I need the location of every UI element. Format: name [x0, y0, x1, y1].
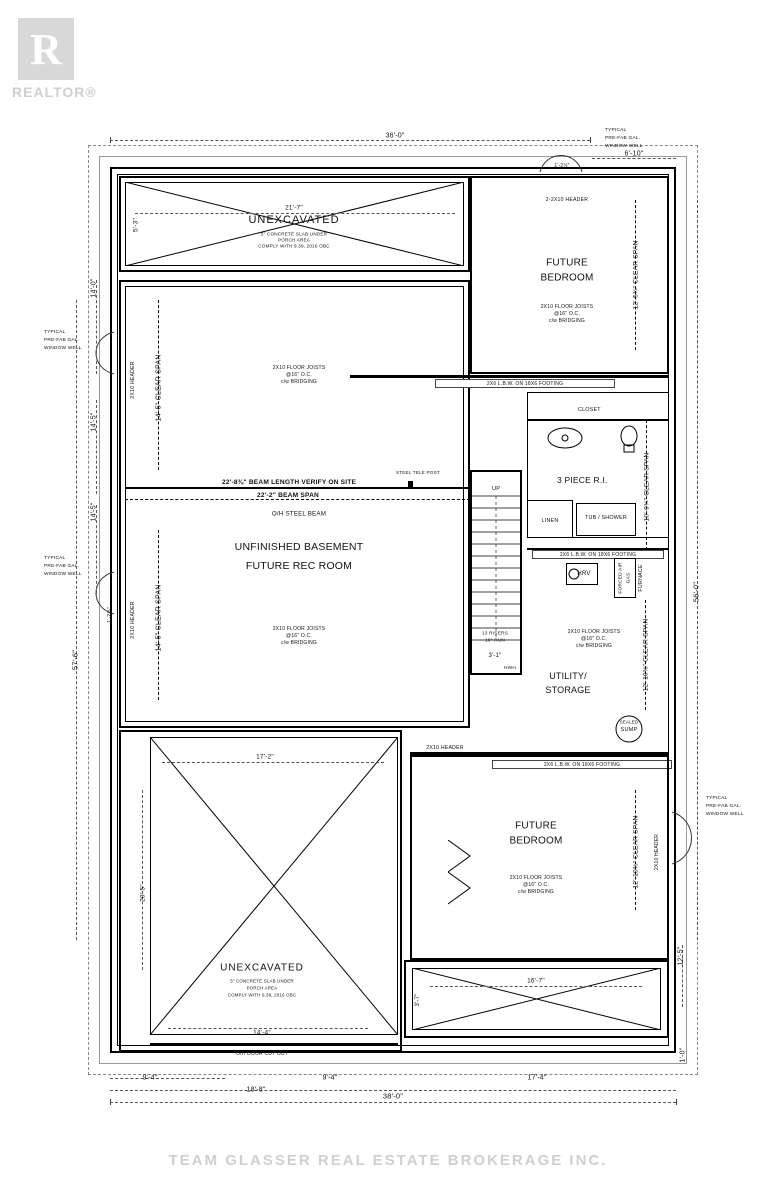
door-cut-out-label: O/H DOOR CUT OUT [236, 1051, 288, 1057]
dim-left-14-5-upper: 14'-5" [90, 412, 98, 432]
dim-unexc-br-height: 3'-7" [415, 993, 421, 1007]
steel-tele-post [408, 481, 413, 487]
utility-storage-line1: UTILITY/ [549, 671, 587, 681]
joists-main-note-1: 2X10 FLOOR JOISTS [272, 365, 326, 371]
dim-tick [590, 137, 591, 143]
sink-icon [547, 427, 583, 454]
joists-bedroom-bottom-note-2: @16" O.C. [523, 882, 549, 888]
window-well-left-lower-note-2: PRE-FAB GAL. [44, 564, 80, 569]
future-bedroom-bottom-line2: BEDROOM [509, 835, 563, 847]
window-well-top-note-3: WINDOW WELL [605, 144, 643, 149]
window-well-right-note-2: PRE-FAB GAL. [706, 804, 742, 809]
forced-air-gas-note-2: GAS [626, 572, 632, 584]
dim-top-overall-line [110, 140, 590, 141]
dim-tick [676, 1099, 677, 1105]
dim-left-14-5-lower: 14'-5" [90, 502, 98, 522]
future-bedroom-top-line2: BEDROOM [540, 272, 594, 284]
header-left-upper-label: 2X10 HEADER [130, 361, 136, 399]
dim-right-overall-line [697, 200, 698, 940]
linen-label: LINEN [541, 518, 559, 524]
brokerage-watermark: TEAM GLASSER REAL ESTATE BROKERAGE INC. [168, 1152, 608, 1169]
dim-unexc-top-width: 21'-7" [285, 204, 303, 212]
dim-unexc-bl-top-line [162, 762, 384, 763]
window-well-left-lower-note-1: TYPICAL [44, 556, 66, 561]
clear-span-bath-label: 10'-9¾" CLEAR SPAN [643, 452, 651, 522]
unexcavated-bl-note-3: COMPLY WITH 9.39, 2016 OBC [227, 992, 297, 998]
furnace-label: FURNACE [638, 564, 644, 592]
dim-unexc-bl-height: 20'-5" [139, 884, 147, 902]
joists-main2-note-2: @16" O.C. [286, 633, 312, 639]
clear-span-utility-label: 12'-10⅜" CLEAR SPAN [642, 618, 650, 692]
header-top-right-label: 2-2X10 HEADER [545, 197, 589, 203]
dim-bottom-9-4-right: 9'-4" [322, 1074, 338, 1082]
basement-label-line2: FUTURE REC ROOM [245, 560, 353, 572]
overhead-door-wall [150, 1043, 398, 1046]
dim-unexc-bl-height-line [142, 790, 143, 970]
lbw-lower-label: 2X6 L.B.W. ON 18X6 FOOTING [543, 762, 621, 768]
lbw-upper-wall [350, 375, 669, 378]
hrv-icon [568, 567, 580, 586]
dim-bottom-overall: 38'-0" [382, 1091, 404, 1101]
closet-label: CLOSET [578, 407, 601, 413]
dim-right-12-5: 12'-5" [677, 946, 685, 966]
steel-beam-line [125, 487, 470, 489]
stair-treads [472, 490, 520, 673]
tub-shower-label: TUB / SHOWER [585, 515, 627, 521]
beam-type-label: O/H STEEL BEAM [271, 510, 327, 518]
dim-top-right-seg-line [592, 158, 676, 159]
unexcavated-bl-note-1: 5" CONCRETE SLAB UNDER [230, 978, 294, 984]
hwh-label: HWH [504, 666, 517, 671]
window-well-left-upper-note-1: TYPICAL [44, 330, 66, 335]
three-piece-label: 3 PIECE R.I. [557, 475, 608, 485]
steel-beam-span-line [125, 499, 470, 500]
steel-post-label: STEEL TELE POST [396, 470, 440, 475]
dim-unexc-top-width-line [135, 213, 455, 214]
stair-up-label: UP [492, 486, 501, 492]
stair-width-label: 3'-1" [488, 653, 502, 659]
dim-bottom-17-4: 17'-4" [527, 1074, 547, 1082]
hrv-label: HRV [577, 571, 591, 577]
joists-main-note-3: c/w BRIDGING [280, 379, 318, 385]
realtor-logo-mark: R [18, 18, 74, 80]
joists-utility-note-3: c/w BRIDGING [575, 643, 613, 649]
toilet-icon [619, 424, 639, 459]
dim-top-right-small: 1'-2½" [554, 163, 570, 169]
window-well-left-upper-arc [84, 330, 114, 381]
risers-note-1: 13 RISERS [481, 631, 509, 637]
realtor-logo [8, 18, 100, 110]
dim-tick [110, 1099, 111, 1105]
lbw-upper-label: 2X6 L.B.W. ON 18X6 FOOTING [486, 381, 564, 387]
joists-bedroom-top-note-1: 2X10 FLOOR JOISTS [540, 304, 594, 310]
dim-unexc-br-width-line [430, 986, 642, 987]
unfinished-basement-inner [125, 286, 464, 722]
joists-bedroom-bottom-note-3: c/w BRIDGING [517, 889, 555, 895]
joists-bedroom-top-note-2: @16" O.C. [554, 311, 580, 317]
joists-utility-note-2: @16" O.C. [581, 636, 607, 642]
dim-unexc-br-width: 16'-7" [527, 977, 545, 985]
sump-note-1: SEALED [619, 719, 639, 725]
clear-span-left-upper-label: 14'-5" CLEAR SPAN [155, 354, 163, 422]
dim-left-overall-line [76, 300, 77, 940]
beam-length-label: 22'-8⅜" BEAM LENGTH VERIFY ON SITE [222, 479, 357, 486]
future-bedroom-bottom-line1: FUTURE [515, 820, 557, 832]
header-left-lower-label: 2X10 HEADER [130, 601, 136, 639]
dim-unexc-bl-top: 17'-2" [256, 753, 274, 761]
joists-bedroom-bottom-note-1: 2X10 FLOOR JOISTS [509, 875, 563, 881]
joists-main-note-2: @16" O.C. [286, 372, 312, 378]
dim-unexc-bl-bottom: 14'-4" [253, 1029, 271, 1037]
unexcavated-top-note-1: 5" CONCRETE SLAB UNDER [260, 231, 328, 237]
closet-room [527, 392, 669, 420]
dim-bottom-18-8: 18'-8" [246, 1086, 266, 1094]
sump-note-2: SUMP [620, 727, 638, 733]
closet-doors-icon [448, 840, 492, 911]
unexcavated-top-note-3: COMPLY WITH 9.39, 2016 OBC [258, 243, 330, 249]
lbw-mid-label: 2X6 L.B.W. ON 18X6 FOOTING [559, 552, 637, 558]
rot-small-header-label: 2X10 HEADER [654, 833, 660, 871]
dim-tick [110, 137, 111, 143]
forced-air-gas-note-1: FORCED AIR [618, 562, 624, 594]
joists-main2-note-1: 2X10 FLOOR JOISTS [272, 626, 326, 632]
dim-right-overall: 56'-0" [691, 581, 701, 603]
utility-storage-line2: STORAGE [545, 685, 591, 695]
dim-top-overall: 36'-0" [385, 132, 405, 140]
joists-bedroom-top-note-3: c/w BRIDGING [548, 318, 586, 324]
clear-span-bedroom-bottom-label: 12'-10⅜" CLEAR SPAN [632, 815, 640, 889]
clear-span-bedroom-top-label: 12'-5¾" CLEAR SPAN [632, 240, 640, 310]
risers-note-2: 10" RUN [484, 638, 506, 644]
dim-left-small-tick: 1'-2½" [107, 607, 113, 623]
dim-bottom-overall-line [110, 1102, 676, 1103]
future-bedroom-top-line1: FUTURE [546, 257, 588, 269]
dim-unexc-top-height: 5'-3" [132, 218, 140, 232]
unexcavated-top-label: UNEXCAVATED [248, 214, 340, 226]
unexcavated-bl-note-2: PORCH AREA [246, 985, 278, 991]
dim-top-right-seg: 6'-10" [624, 150, 644, 158]
header-bottom-left-label: 2X10 HEADER [426, 745, 464, 751]
joists-main2-note-3: c/w BRIDGING [280, 640, 318, 646]
basement-label-line1: UNFINISHED BASEMENT [234, 541, 364, 553]
window-well-top-note-2: PRE-FAB GAL. [605, 136, 641, 141]
window-well-left-lower-note-3: WINDOW WELL [44, 572, 82, 577]
joists-utility-note-1: 2X10 FLOOR JOISTS [567, 629, 621, 635]
clear-span-left-lower-label: 14'-5" CLEAR SPAN [155, 584, 163, 652]
unexcavated-top-note-2: PORCH AREA [277, 237, 311, 243]
dim-left-overall: 57'-6" [70, 649, 80, 671]
window-well-right-note-1: TYPICAL [706, 796, 728, 801]
realtor-logo-word: REALTOR® [12, 84, 97, 100]
dim-right-1-0: 1'-0" [679, 1047, 687, 1063]
furnace-unit [614, 558, 636, 598]
beam-span-label: 22'-2" BEAM SPAN [257, 492, 319, 499]
window-well-left-upper-note-3: WINDOW WELL [44, 346, 82, 351]
window-well-top-arc [538, 144, 584, 177]
unexcavated-bottom-left-label: UNEXCAVATED [220, 962, 304, 974]
dim-left-14-0: 14'-0" [90, 278, 98, 298]
window-well-top-note-1: TYPICAL [605, 128, 627, 133]
dim-bottom-9-4-left-line [110, 1078, 225, 1079]
dim-bottom-9-4-left: 9'-4" [142, 1074, 158, 1082]
window-well-left-upper-note-2: PRE-FAB GAL. [44, 338, 80, 343]
window-well-right-note-3: WINDOW WELL [706, 812, 744, 817]
